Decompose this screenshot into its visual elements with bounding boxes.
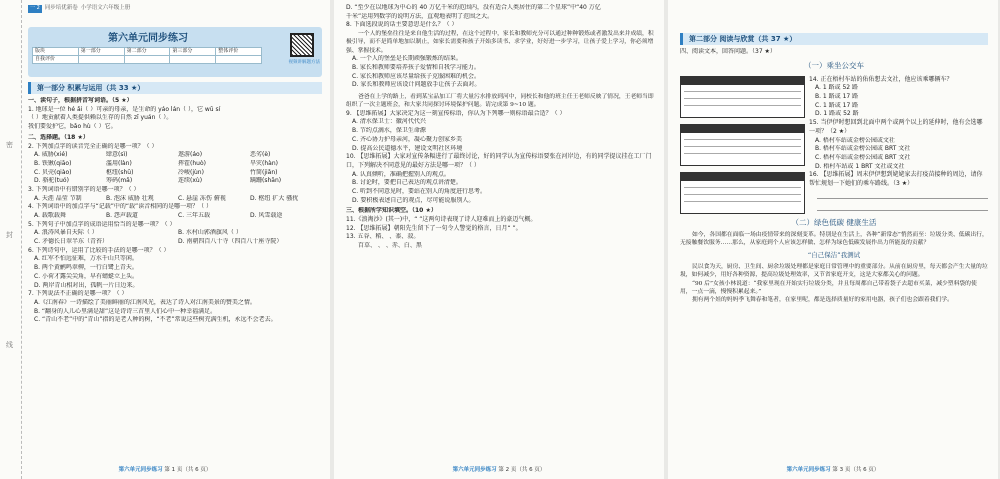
question-text: 16. 【思维拓展】周末伊伊想到姥姥家去打疫苗接种的周边，请你帮忙规划一下她们的乘车路线。（3 ★） xyxy=(809,171,983,187)
option: 蹒跚(shān) xyxy=(250,177,282,185)
question-text: 2. 下列加点字的读音完全正确的是哪一项？（ ） xyxy=(28,142,158,150)
option: C. 小荷才露尖尖角，早有蜻蜓立上头。 xyxy=(34,272,139,280)
page-title: 第六单元同步练习 xyxy=(108,32,188,44)
option: 滥用(làn) xyxy=(106,159,132,167)
option: C. 听到不同意见时，要站在别人的角度进行思考。 xyxy=(352,187,487,195)
passage: 爸爸在上学的路上，看到某宝品加工厂将大量污水排放到河中，同校长和他的班主任王老师反映了情况，王老师当即组织了一次主题班会，和大家共同探讨环境保护问题。请完成第 9~10 题。 xyxy=(346,93,654,109)
question-text: 4. 下列词语中的加点字与“记载”中的“载”读音相同的是哪一项？（ ） xyxy=(28,203,212,211)
option: C. 家长和教师应该尽量给孩子克服困难的机会。 xyxy=(352,72,481,80)
qr-code-icon[interactable] xyxy=(290,33,314,57)
score-cell: 整体评价 xyxy=(216,47,262,55)
page-footer xyxy=(0,467,330,475)
page-number: 第 3 页（共 6 页） xyxy=(832,467,880,474)
timetable-image xyxy=(680,172,805,214)
option: 旱灾(hàn) xyxy=(250,159,278,167)
passage: “90 后”女孩小林说道：“我家里现在开始实行垃圾分类，并且每周都自己带着袋子去超市买菜，减少塑料袋的使用，一点一滴，慢慢积累起来。” xyxy=(680,280,977,295)
question-heading: 二、选择题。（18 ★） xyxy=(28,133,89,141)
option: C. 1 路或 17 路 xyxy=(815,101,859,109)
question-text: D. “至少在以地球为中心的 40 万亿千米的范围内，没有适合人类居住的第二个星球”中“40 万亿 xyxy=(346,4,601,11)
option: B. 水村山郭酒旗风（ ） xyxy=(178,229,242,237)
section-heading: 第一部分 积累与运用（共 33 ★） xyxy=(28,82,322,94)
page-2 xyxy=(334,0,664,479)
page-number: 第 1 页（共 6 页） xyxy=(164,467,212,474)
option: D. 骆驼(tuó) xyxy=(34,177,69,185)
question-text: 13. 五谷、稻、 、黍、菽。 xyxy=(346,233,420,241)
question-text: 千米”运用列数字的说明方法，直观地表明了范围之大。 xyxy=(346,12,494,20)
passage: 一个人的堡垒往往是来自他生活的过程，在这个过程中，家长和教师充分可以通过种种锻炼或者激发出来并成绩，积极引导，而不是简单地加以制止，如家长需要和孩子开始多读书、求学业，好好进一步学习，让孩子爱上学习，你必须增强、掌握技术。 xyxy=(346,31,654,54)
question-text: 11.《浪淘沙》(其一)中，“ ”这两句诗表现了诗人迎难而上的豪迈气概。 xyxy=(346,216,537,224)
section-heading: 第二部分 阅读与欣赏（共 37 ★） xyxy=(680,33,988,45)
score-cell: 第三部分 xyxy=(170,47,216,55)
score-cell: 第二部分 xyxy=(124,47,170,55)
question-text: 四、阅读文本，回答问题。（37 ★） xyxy=(680,48,776,56)
page-number: 第 2 页（共 6 页） xyxy=(498,467,546,474)
option: D. 枢纽 扩大 骚扰 xyxy=(250,194,299,202)
question-text: 5. 下列句子中加点字的成语运用恰当的是哪一项？（ ） xyxy=(28,220,176,228)
running-header xyxy=(28,5,322,13)
footer-label: 第六单元同步练习 xyxy=(786,467,831,474)
option: B. 讨论时，要把自己表达的观点讲清楚。 xyxy=(352,179,462,187)
option: A.《江南春》一诗描绘了美丽鲜丽的江南风光，表达了诗人对江南美景的赞美之情。 xyxy=(34,298,256,306)
question-text: （ ）地贡献着人类提供赖以生存的自然 zī yuán（ ）。 xyxy=(28,114,173,122)
timetable-image xyxy=(680,76,805,118)
score-table xyxy=(32,47,262,65)
passage: 拥有两个娃的妈妈季飞舞春和笔者，在家里呢，都是选择质量好的家用电器，孩子们也会跟着我们学。 xyxy=(692,297,953,304)
option: A. 认真倾听，准确把握别人的观点。 xyxy=(352,170,450,178)
option: B. 铁锹(qiāo) xyxy=(34,159,72,167)
option: D. 风雪载途 xyxy=(250,212,283,220)
grade-name: 小学语文六年级上册 xyxy=(80,5,131,11)
option: A. 1 路或 52 路 xyxy=(815,84,858,92)
option: 枢纽(shū) xyxy=(106,168,134,176)
option: 竹简(jiǎn) xyxy=(250,168,278,176)
option: C. 齐心协力护母亲河，凝心聚力创家乡美 xyxy=(352,135,463,143)
option: C. 矛德长日翠半东（青苔） xyxy=(34,238,109,246)
answer-line[interactable] xyxy=(817,201,988,211)
option: D. 两岸青山相对出，孤帆一片日边来。 xyxy=(34,281,139,289)
page-3 xyxy=(668,0,998,479)
question-text: 8. 下面选段说的话主要意思是什么？（ ） xyxy=(346,21,458,29)
option: D. 家长和教师应该设计问题放手让孩子去面对。 xyxy=(352,81,481,89)
option: D. 梧村车站或 1 BRT 文社或文社 xyxy=(815,162,905,170)
page-1 xyxy=(0,0,330,479)
score-cell[interactable] xyxy=(216,56,262,64)
footer-label: 第六单元同步练习 xyxy=(118,467,163,474)
score-cell[interactable] xyxy=(78,56,124,64)
option: A. 浪涛风暴自天际（ ） xyxy=(34,229,98,237)
option: B. 泡沫 威胁 壮观 xyxy=(106,194,154,202)
question-text: 10. 【思维拓展】大家对宣传条幅进行了最终讨论，好的同学认为宣传标语要张在河岸边，有的同学提议挂在工厂门口，下列解决不同意见的最好方法是哪一项？（ ） xyxy=(346,153,652,169)
option: A. 一个人的堡垒是长期顽强锻炼的结果。 xyxy=(352,55,462,63)
score-cell: 版块 xyxy=(33,47,79,55)
passage: 如今，各国都在面临一场由疫情带来的深刻变革。特别是在生活上，各种“新常态”悄然而至：垃圾分类、低碳出行，无接触餐饮服务……那么，从家庭到个人应该怎样做、怎样为绿色低碳发展作出力所能及的贡献？ xyxy=(680,231,988,246)
question-heading: 三、根据所学知识填空。（10 ★） xyxy=(346,207,437,215)
option: D. 要积极表述自己的观点，尽可能说服别人。 xyxy=(352,196,475,204)
option: B. 两个黄鹂鸣翠柳，一行白鹭上青天。 xyxy=(34,264,138,272)
question-text: 1. 地球是一位 hé ǎi（ ）可亲的母亲，是生命的 yáo lán（ ），它 wū sí xyxy=(28,105,221,113)
options xyxy=(28,151,322,186)
option: B. 梧村车站或金榜公园或 BRT 文社 xyxy=(815,145,911,153)
answer-line[interactable] xyxy=(817,189,988,199)
options xyxy=(28,212,322,221)
question-text: 15. 当伊伊时想回到北面中两个或两个以上的延伸时，他有会选哪一项？（2 ★） xyxy=(809,119,983,135)
question-text: 7. 下列说法不正确的是哪一项？（ ） xyxy=(28,290,128,298)
page-footer xyxy=(334,467,664,475)
options xyxy=(28,229,322,246)
series-name: 同步培优新卷 xyxy=(44,5,78,11)
option: C. 贝壳(qiào) xyxy=(34,168,72,176)
score-cell[interactable] xyxy=(124,56,170,64)
subsection-title: （一）乘坐公交车 xyxy=(804,60,864,70)
question-text: 百草、 、 、赤、白、黑 xyxy=(358,242,422,250)
option: 遨游(áo) xyxy=(178,151,203,159)
question-text: 3. 下列词语中有错别字的是哪一项？（ ） xyxy=(28,185,140,193)
question-text: 12. 【思维拓展】朝阳先生留下了一句令人警觉的格言，日月“ ”。 xyxy=(346,224,522,232)
option: D. 1 路或 52 路 xyxy=(815,110,859,118)
option: A. 天涯 晶莹 节制 xyxy=(34,194,82,202)
question-text: 我们要爱护它，bǎo hù（ ）它。 xyxy=(28,123,117,131)
question-text: 9. 【思维拓展】大家决定为这一刻宣传标语，你认为下列哪一则标语最合适？（ ） xyxy=(346,109,566,117)
subsection-title: （二）绿色低碳 健康生活 xyxy=(791,217,877,227)
option: 冷峻(jùn) xyxy=(178,168,204,176)
passage: 民以食为天，厨房、卫生间、厨余垃圾处理都是家庭日常管理中的重要部分。从前在厨房里，每天都会产生大量的垃圾，如何减少，用好各种资源，提高垃圾处理效率，又节省家庭开支，这是大家都关心的问题。 xyxy=(680,263,988,279)
option: B. 怨声载道 xyxy=(106,212,138,220)
option: 连续(xù) xyxy=(178,177,203,185)
option: 恶劣(è) xyxy=(250,151,271,159)
page-footer xyxy=(668,467,998,475)
score-cell[interactable] xyxy=(170,56,216,64)
option: A. 威胁(xié) xyxy=(34,151,68,159)
question-text: 6. 下列诗句中，运用了比较的手法的是哪一项？（ ） xyxy=(28,246,170,254)
series-tag: 一 2 xyxy=(30,5,40,12)
option: 挥霍(huò) xyxy=(178,159,206,167)
score-cell: 第一部分 xyxy=(78,47,124,55)
option: A. 红军不怕远征难，万水千山只等闲。 xyxy=(34,255,138,263)
option: D. 提高公民道德水平，建设文明社区环境 xyxy=(352,144,463,152)
option: A. 载歌载舞 xyxy=(34,212,66,220)
option: D. 南朝四百八十寺（四百八十座寺院） xyxy=(178,238,283,246)
score-cell: 自我评价 xyxy=(33,56,79,64)
options xyxy=(28,195,322,204)
option: A. 清水保卫士：徽河代代兴 xyxy=(352,118,426,126)
option: C. 三年五载 xyxy=(178,212,211,220)
option: 筹码(mǎ) xyxy=(106,177,133,185)
option: C. 悬崖 冻伤 俯视 xyxy=(178,194,226,202)
option: C. “青山不老”中的“青山”指的是老人种的树，“不老”常说这些树充满生机，永远不会老去。 xyxy=(34,316,277,324)
binding-gutter: 密 封 线 xyxy=(0,0,22,479)
question-text: 14. 正在梧村车站的佑佑想去文社，他应该乘哪辆车？ xyxy=(809,75,953,83)
option: 肆意(sì) xyxy=(106,151,128,159)
option: B. “翻身的人儿心里满是甜”这是诗诗三首里人们心中一种幸福满足。 xyxy=(34,307,217,315)
question-heading: 一、读句子，根据拼音写词语。（5 ★） xyxy=(28,97,133,105)
bus-timetable-section xyxy=(680,76,988,214)
passage-title: “自己保洁”我测试 xyxy=(807,251,861,260)
option: A. 梧村车站或金榜公园或文社 xyxy=(815,136,895,144)
qr-label: 视频讲解题方法 xyxy=(288,59,320,65)
title-banner xyxy=(28,27,322,77)
option: B. 家长和教师要培养孩子爱情和自我学习能力。 xyxy=(352,63,480,71)
timetable-image xyxy=(680,124,805,166)
option: C. 梧村车站或金榜公园或 BRT 文社 xyxy=(815,153,911,161)
footer-label: 第六单元同步练习 xyxy=(452,467,497,474)
option: B. 节约点滴水，保卫生命源 xyxy=(352,127,426,135)
option: B. 1 路或 17 路 xyxy=(815,93,859,101)
